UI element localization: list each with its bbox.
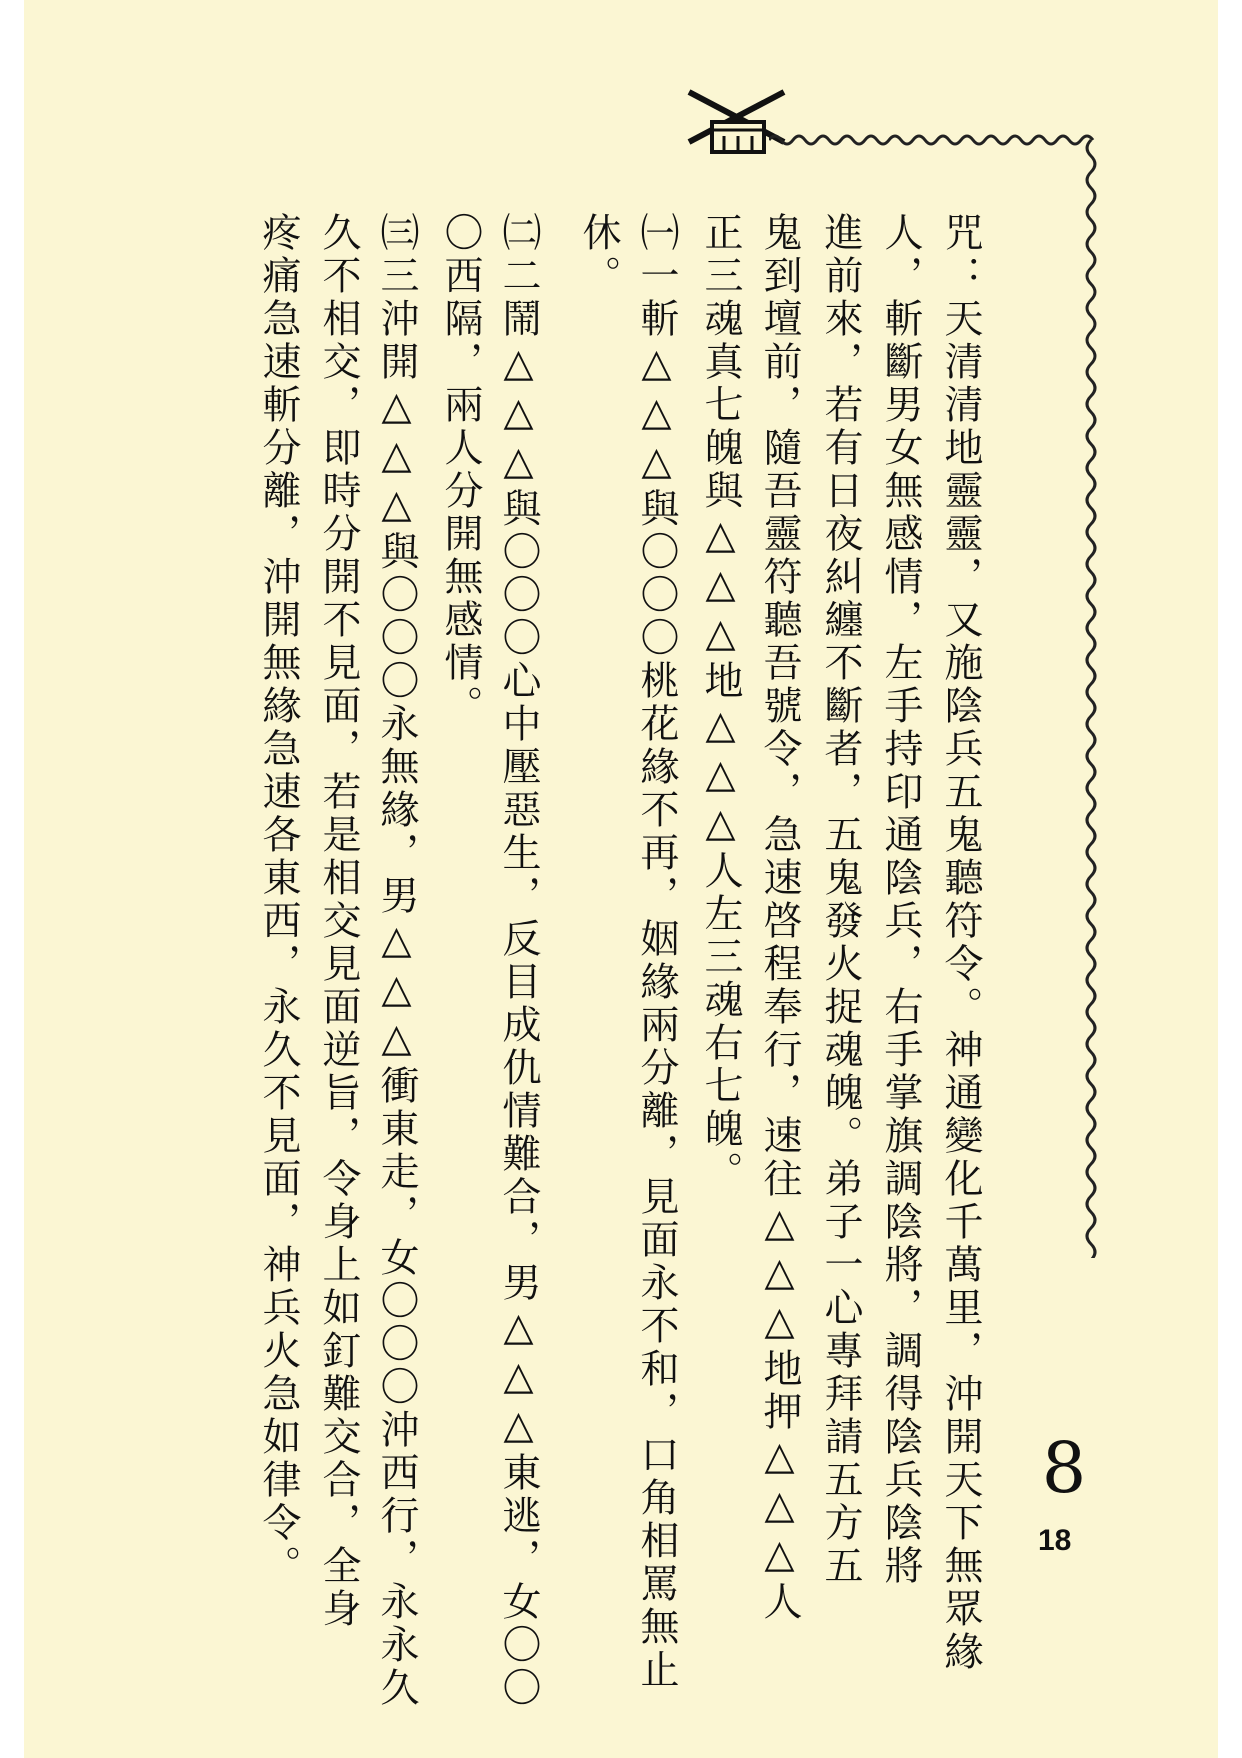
- book-page: [24, 0, 1218, 1758]
- page-mark-glyph: [1034, 1430, 1094, 1506]
- text-column-10: ㈢三沖開△△△與〇〇〇永無緣，男△△△衝東走，女〇〇〇沖西行，永永久: [374, 212, 419, 1710]
- svg-text:8: 8: [1041, 1430, 1087, 1506]
- text-column-11: 久不相交，即時分開不見面，若是相交見面逆旨，令身上如釘難交合，全身: [316, 212, 361, 1631]
- page-number: 18: [1038, 1524, 1072, 1557]
- text-column-9: 〇西隔，兩人分開無感情。: [438, 212, 483, 728]
- text-column-6: ㈠一斬△△△與〇〇〇桃花緣不再，姻緣兩分離，見面永不和，口角相罵無止: [634, 212, 679, 1692]
- text-column-8: ㈡二鬧△△△與〇〇〇心中壓惡生，反目成仇情難合，男△△△東逃，女〇〇: [496, 212, 541, 1710]
- text-column-7: 休。: [576, 212, 621, 298]
- text-column-5: 正三魂真七魄與△△△地△△△人左三魂右七魄。: [698, 212, 743, 1194]
- text-column-1: 咒：天清清地靈靈，又施陰兵五鬼聽符令。神通變化千萬里，沖開天下無眾緣: [938, 212, 983, 1674]
- text-column-2: 人，斬斷男女無感情，左手持印通陰兵，右手掌旗調陰將，調得陰兵陰將: [878, 212, 923, 1588]
- text-column-4: 鬼到壇前，隨吾靈符聽吾號令，急速啓程奉行，速往△△△地押△△△人: [757, 212, 802, 1624]
- text-column-3: 進前來，若有日夜糾纏不斷者，五鬼發火捉魂魄。弟子一心專拜請五方五: [818, 212, 863, 1588]
- text-column-12: 疼痛急速斬分離，沖開無緣急速各東西，永久不見面，神兵火急如律令。: [256, 212, 301, 1588]
